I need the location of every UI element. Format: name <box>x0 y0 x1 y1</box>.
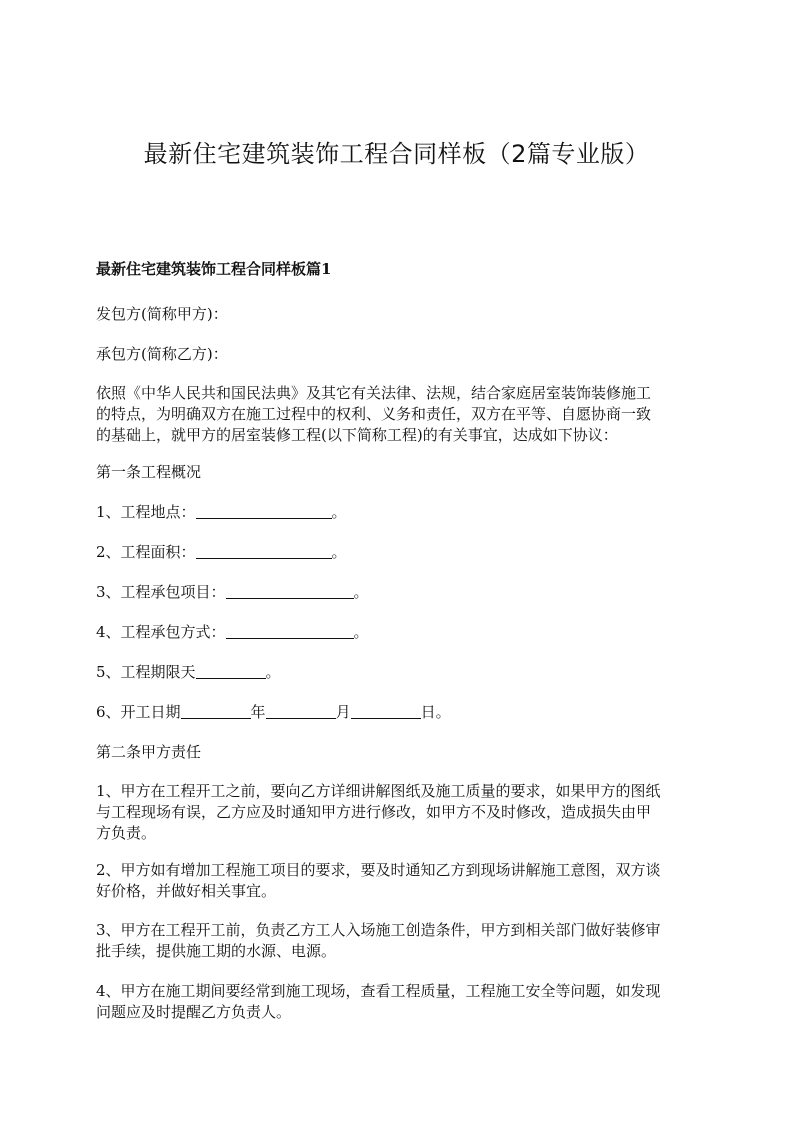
fill-blank <box>196 664 266 679</box>
article2-item <box>96 920 700 962</box>
party-b-line: 承包方(简称乙方)： <box>96 345 228 363</box>
fill-blank <box>351 704 421 719</box>
intro-paragraph <box>96 383 700 446</box>
period-mark: 。 <box>265 663 281 681</box>
item-label: 3、工程承包项目： <box>96 583 226 601</box>
intro-line: 的特点，为明确双方在施工过程中的权利、义务和责任，双方在平等、自愿协商一致 <box>96 405 652 423</box>
item-label: 4、工程承包方式： <box>96 623 226 641</box>
paragraph-line: 4、甲方在施工期间要经常到施工现场，查看工程质量，工程施工安全等问题，如发现 <box>96 982 661 1000</box>
paragraph-line: 3、甲方在工程开工前，负责乙方工人入场施工创造条件，甲方到相关部门做好装修审 <box>96 921 661 939</box>
article2-item <box>96 781 700 844</box>
month-label: 月 <box>335 703 351 721</box>
fill-blank <box>226 624 354 639</box>
item-label: 2、工程面积： <box>96 543 196 561</box>
paragraph-line: 与工程现场有误，乙方应及时通知甲方进行修改，如甲方不及时修改，造成损失由甲 <box>96 803 652 821</box>
item-location <box>96 502 700 523</box>
paragraph-line: 方负责。 <box>96 824 157 842</box>
paragraph-line: 问题应及时提醒乙方负责人。 <box>96 1003 292 1021</box>
item-scope <box>96 582 700 603</box>
article2-item <box>96 860 700 902</box>
fill-blank <box>196 544 332 559</box>
party-a-line: 发包方(简称甲方)： <box>96 305 228 323</box>
period-mark: 。 <box>353 583 369 601</box>
article2-item <box>96 981 700 1023</box>
article2-heading: 第二条甲方责任 <box>96 743 202 761</box>
item-period <box>96 662 700 683</box>
item-label: 6、开工日期 <box>96 703 181 721</box>
fill-blank <box>181 704 251 719</box>
period-mark: 。 <box>331 503 347 521</box>
period-mark: 。 <box>331 543 347 561</box>
paragraph-line: 好价格，并做好相关事宜。 <box>96 882 277 900</box>
section-title: 最新住宅建筑装饰工程合同样板篇1 <box>96 260 332 278</box>
year-label: 年 <box>250 703 266 721</box>
period-mark: 。 <box>353 623 369 641</box>
fill-blank <box>196 504 332 519</box>
article1-heading: 第一条工程概况 <box>96 463 202 481</box>
fill-blank <box>226 584 354 599</box>
day-label: 日。 <box>420 703 451 721</box>
intro-line: 依照《中华人民共和国民法典》及其它有关法律、法规，结合家庭居室装饰装修施工 <box>96 384 652 402</box>
intro-line: 的基础上，就甲方的居室装修工程(以下简称工程)的有关事宜，达成如下协议： <box>96 426 618 444</box>
paragraph-line: 1、甲方在工程开工之前，要向乙方详细讲解图纸及施工质量的要求，如果甲方的图纸 <box>96 782 661 800</box>
item-start-date <box>96 702 700 723</box>
item-label: 1、工程地点： <box>96 503 196 521</box>
paragraph-line: 批手续，提供施工期的水源、电源。 <box>96 942 337 960</box>
fill-blank <box>266 704 336 719</box>
item-method <box>96 622 700 643</box>
paragraph-line: 2、甲方如有增加工程施工项目的要求，要及时通知乙方到现场讲解施工意图，双方谈 <box>96 861 661 879</box>
item-area <box>96 542 700 563</box>
item-label: 5、工程期限天 <box>96 663 196 681</box>
document-title: 最新住宅建筑装饰工程合同样板（2篇专业版） <box>143 140 650 168</box>
